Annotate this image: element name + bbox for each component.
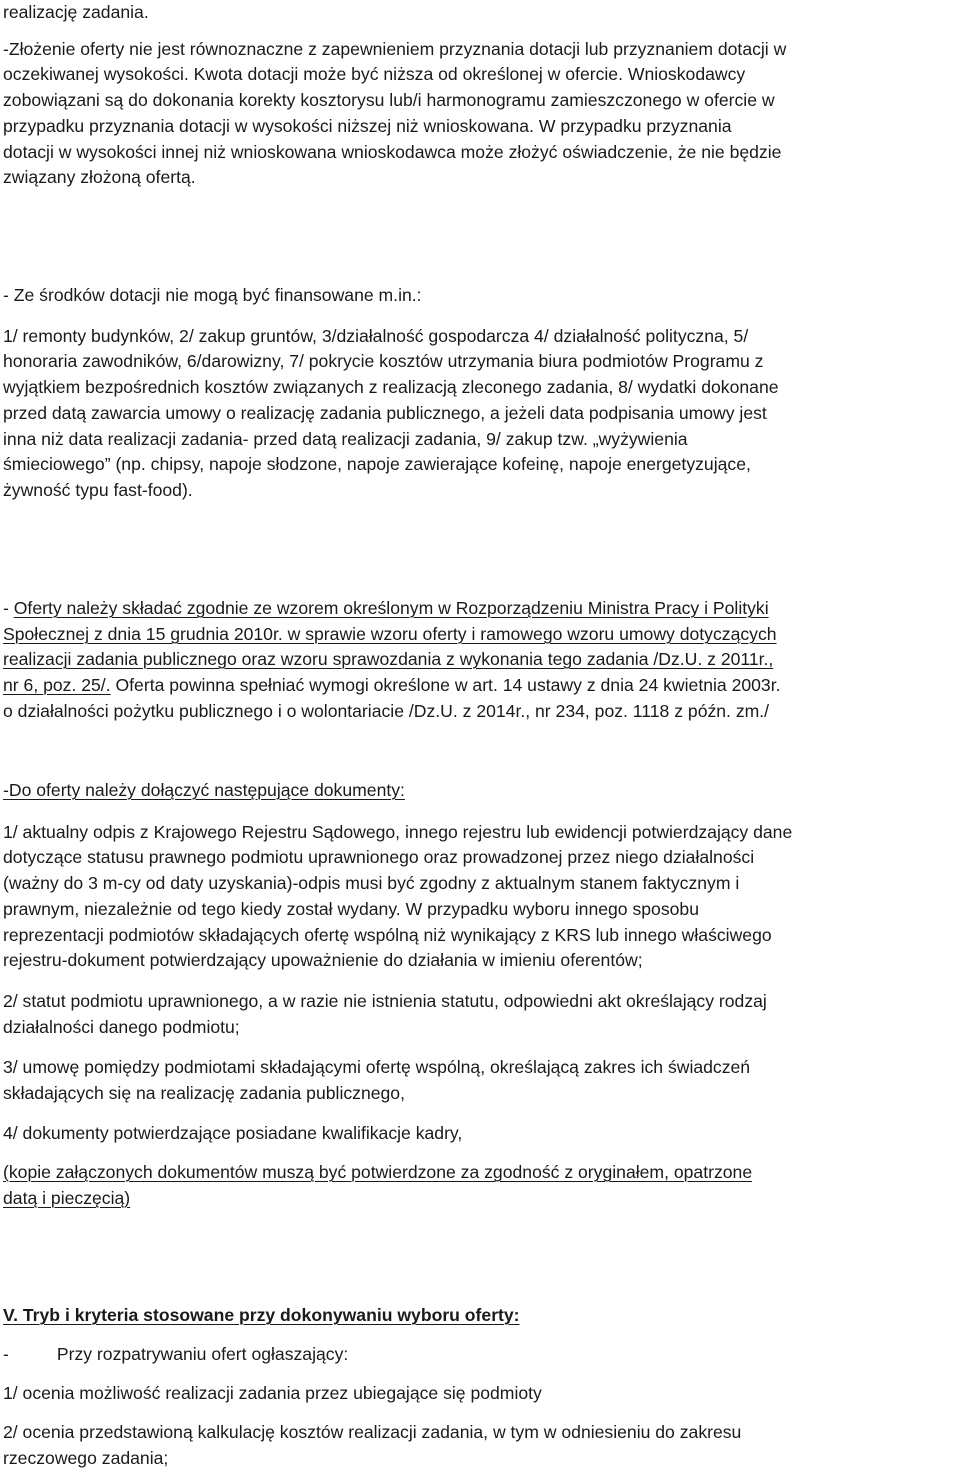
section-heading: -Do oferty należy dołączyć następujące dokumenty: (3, 780, 405, 800)
list-item: 3/ umowę pomiędzy podmiotami składającymi ofertę wspólną, określającą zakres ich świadczeń (3, 1057, 751, 1077)
list-item: 1/ aktualny odpis z Krajowego Rejestru Sądowego, innego rejestru lub ewidencji potwierdzający dane (3, 822, 793, 842)
section-heading: V. Tryb i kryteria stosowane przy dokonywaniu wyboru oferty: (3, 1305, 520, 1325)
text-line: dotacji w wysokości innej niż wnioskowana wnioskodawca może złożyć oświadczenie, że nie będzie (3, 142, 782, 162)
note-text: datą i pieczęcią) (3, 1188, 131, 1208)
list-item: (ważny do 3 m-cy od daty uzyskania)-odpis musi być zgodny z aktualnym stanem faktycznym i (3, 873, 740, 893)
text-line (3, 673, 781, 699)
underlined-text: Oferty należy składać zgodnie ze wzorem określonym w Rozporządzeniu Ministra Pracy i Polityki (13, 598, 769, 618)
note-text: (kopie załączonych dokumentów muszą być potwierdzone za zgodność z oryginałem, opatrzone (3, 1162, 753, 1182)
text-line: śmieciowego” (np. chipsy, napoje słodzone, napoje zawierające kofeinę, napoje energetyzujące, (3, 454, 751, 474)
text-line: honoraria zawodników, 6/darowizny, 7/ pokrycie kosztów utrzymania biura podmiotów Programu z (3, 351, 764, 371)
list-item: składających się na realizację zadania publicznego, (3, 1083, 405, 1103)
text-line: przypadku przyznania dotacji w wysokości niższej niż wnioskowana. W przypadku przyznania (3, 116, 732, 136)
underlined-text: realizacji zadania publicznego oraz wzoru sprawozdania z wykonania tego zadania /Dz.U. z 2011r., (3, 649, 774, 669)
text-line: wyjątkiem bezpośrednich kosztów związanych z realizacją zleconego zadania, 8/ wydatki dokonane (3, 377, 779, 397)
underlined-text: Społecznej z dnia 15 grudnia 2010r. w sprawie wzoru oferty i ramowego wzoru umowy dotyczących (3, 624, 777, 644)
text-line: oczekiwanej wysokości. Kwota dotacji może być niższa od określonej w ofercie. Wnioskodawcy (3, 64, 746, 84)
text-line: związany złożoną ofertą. (3, 167, 196, 187)
text-line: o działalności pożytku publicznego i o wolontariacie /Dz.U. z 2014r., nr 234, poz. 1118 z późn. zm./ (3, 701, 770, 721)
list-item: reprezentacji podmiotów składających ofertę wspólną niż wynikający z KRS lub innego właściwego (3, 925, 772, 945)
list-item: dotyczące statusu prawnego podmiotu uprawnionego oraz prowadzonej przez niego działalności (3, 847, 755, 867)
list-item: 2/ ocenia przedstawioną kalkulację kosztów realizacji zadania, w tym w odniesieniu do zakresu (3, 1422, 742, 1442)
section-heading: - Ze środków dotacji nie mogą być finansowane m.in.: (3, 285, 422, 305)
list-item: rzeczowego zadania; (3, 1448, 169, 1468)
list-item: 2/ statut podmiotu uprawnionego, a w razie nie istnienia statutu, odpowiedni akt określający rodzaj (3, 991, 767, 1011)
text-line: zobowiązani są do dokonania korekty kosztorysu lub/i harmonogramu zamieszczonego w ofercie w (3, 90, 775, 110)
list-item: 4/ dokumenty potwierdzające posiadane kwalifikacje kadry, (3, 1123, 463, 1143)
text-line (3, 1342, 348, 1368)
dash-prefix: - (3, 598, 14, 618)
text-line: -Złożenie oferty nie jest równoznaczne z zapewnieniem przyznania dotacji lub przyznaniem dotacji w (3, 39, 787, 59)
plain-text: Oferta powinna spełniać wymogi określone w art. 14 ustawy z dnia 24 kwietnia 2003r. (110, 675, 781, 695)
text-line: żywność typu fast-food). (3, 480, 193, 500)
list-item: 1/ ocenia możliwość realizacji zadania przez ubiegające się podmioty (3, 1383, 542, 1403)
text-line: realizację zadania. (3, 2, 149, 22)
underlined-text: nr 6, poz. 25/. (3, 675, 111, 695)
list-item: rejestru-dokument potwierdzający upoważnienie do działania w imieniu oferentów; (3, 950, 643, 970)
text-line: przed datą zawarcia umowy o realizację zadania publicznego, a jeżeli data podpisania umowy jest (3, 403, 767, 423)
list-item: prawnym, niezależnie od tego kiedy został wydany. W przypadku wyboru innego sposobu (3, 899, 699, 919)
intro-text: Przy rozpatrywaniu ofert ogłaszający: (56, 1344, 349, 1364)
text-line: inna niż data realizacji zadania- przed datą realizacji zadania, 9/ zakup tzw. „wyżywienia (3, 429, 688, 449)
list-item: działalności danego podmiotu; (3, 1017, 240, 1037)
text-line (3, 596, 769, 622)
dash-prefix: - (3, 1344, 9, 1364)
text-line: 1/ remonty budynków, 2/ zakup gruntów, 3/działalność gospodarcza 4/ działalność polityczna, 5/ (3, 326, 749, 346)
